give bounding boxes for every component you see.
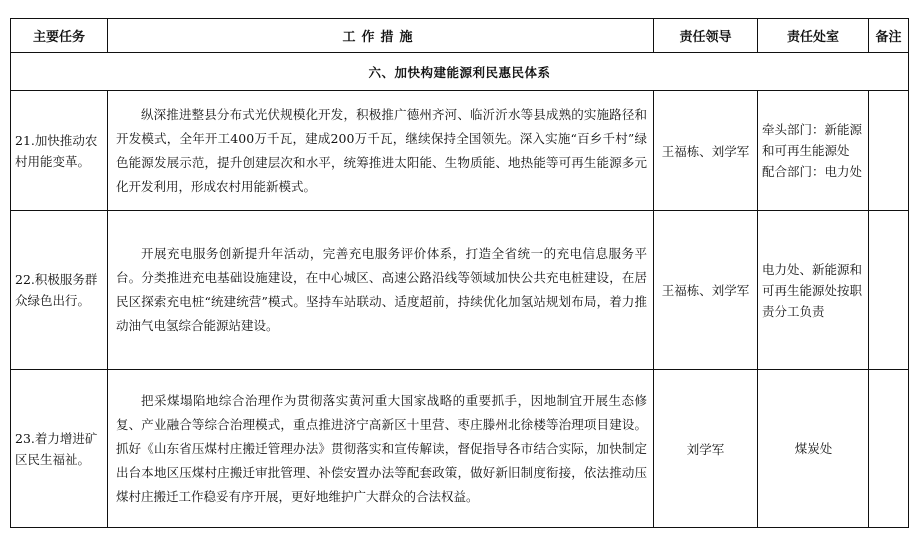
- measures-cell: [108, 370, 654, 528]
- remarks-cell: [869, 370, 909, 528]
- office-line: 煤炭处: [794, 441, 833, 456]
- table-row: [11, 370, 909, 528]
- measures-text: 开展充电服务创新提升年活动，完善充电服务评价体系，打造全省统一的充电信息服务平台。分类推进充电基础设施建设，在中心城区、高速公路沿线等领域加快公共充电桩建设，在居民区探索充电桩“统建统营”模式。坚持车站联动、适度超前，持续优化加氢站规划布局，着力推动油气电氢综合能源站建设。: [116, 246, 647, 333]
- header-office: 责任处室: [758, 19, 869, 53]
- header-remarks: 备注: [869, 19, 909, 53]
- section-title: 六、加快构建能源利民惠民体系: [11, 53, 909, 91]
- office-cell: [758, 91, 869, 211]
- office-line: 配合部门：电力处: [762, 164, 863, 179]
- leader-cell: 刘学军: [654, 370, 758, 528]
- remarks-cell: [869, 91, 909, 211]
- task-cell: 22.积极服务群众绿色出行。: [11, 211, 108, 370]
- header-leader: 责任领导: [654, 19, 758, 53]
- measures-cell: [108, 91, 654, 211]
- office-cell: [758, 211, 869, 370]
- office-line: 牵头部门：新能源和可再生能源处: [762, 122, 863, 158]
- leader-cell: 王福栋、刘学军: [654, 91, 758, 211]
- leader-cell: 王福栋、刘学军: [654, 211, 758, 370]
- task-table-wrapper: [10, 18, 908, 528]
- measures-text: 把采煤塌陷地综合治理作为贯彻落实黄河重大国家战略的重要抓手，因地制宜开展生态修复、产业融合等综合治理模式，重点推进济宁高新区十里营、枣庄滕州北徐楼等治理项目建设。抓好《山东省压煤村庄搬迁管理办法》贯彻落实和宣传解读，督促指导各市结合实际，加快制定出台本地区压煤村庄搬迁审批管理、补偿安置办法等配套政策，做好新旧制度衔接，依法推动压煤村庄搬迁工作稳妥有序开展，更好地维护广大群众的合法权益。: [116, 392, 647, 504]
- office-cell: [758, 370, 869, 528]
- task-cell: 23.着力增进矿区民生福祉。: [11, 370, 108, 528]
- measures-cell: [108, 211, 654, 370]
- section-row: [11, 53, 909, 91]
- header-row: [11, 19, 909, 53]
- task-table: [10, 18, 909, 528]
- remarks-cell: [869, 211, 909, 370]
- office-line: 电力处、新能源和可再生能源处按职责分工负责: [762, 261, 863, 319]
- header-measures: 工作措施: [108, 19, 654, 53]
- table-row: [11, 91, 909, 211]
- table-row: [11, 211, 909, 370]
- measures-text: 纵深推进整县分布式光伏规模化开发，积极推广德州齐河、临沂沂水等县成熟的实施路径和开发模式，全年开工400万千瓦，建成200万千瓦，继续保持全国领先。深入实施“百乡千村”绿色能源发展示范，提升创建层次和水平，统筹推进太阳能、生物质能、地热能等可再生能源多元化开发利用，形成农村用能新模式。: [116, 106, 647, 194]
- task-cell: 21.加快推动农村用能变革。: [11, 91, 108, 211]
- header-task: 主要任务: [11, 19, 108, 53]
